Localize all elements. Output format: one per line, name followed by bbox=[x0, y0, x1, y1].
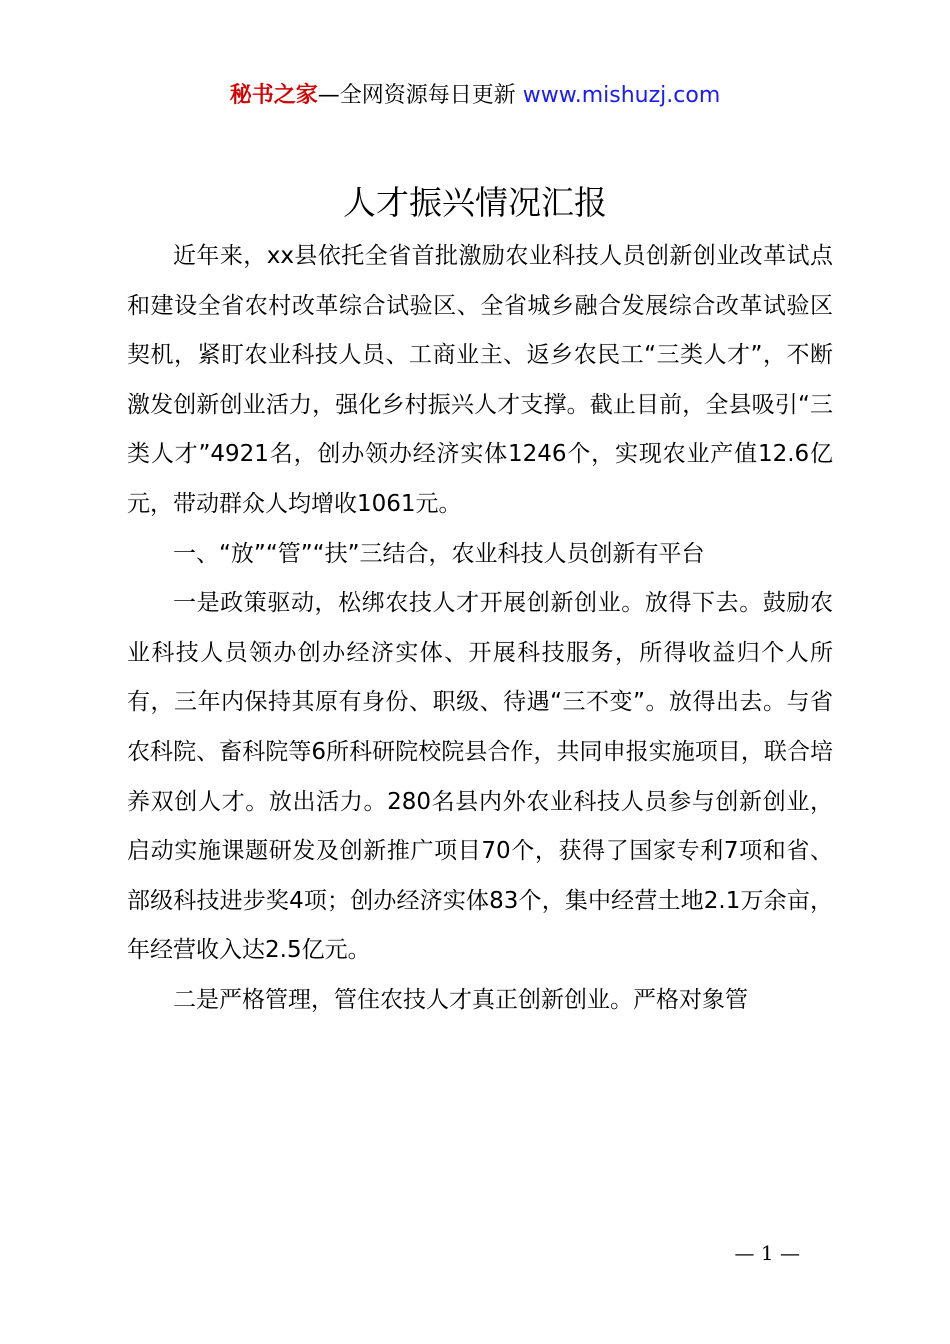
brand-name: 秘书之家 bbox=[229, 83, 318, 108]
body-paragraph: 二是严格管理，管住农技人才真正创新创业。严格对象管 bbox=[173, 986, 748, 1013]
site-url-link[interactable]: www.mishuzj.com bbox=[522, 83, 721, 108]
header-tagline: —全网资源每日更新 bbox=[317, 83, 516, 108]
section-heading: 一、“放”“管”“扶”三结合，农业科技人员创新有平台 bbox=[173, 540, 705, 567]
page-number: — 1 — bbox=[734, 1241, 800, 1265]
body-paragraph: 一是政策驱动，松绑农技人才开展创新创业。放得下去。鼓励农业科技人员领办创办经济实体、开展科技服务，所得收益归个人所有，三年内保持其原有身份、职级、待遇“三不变”。放得出去。与省农科院、畜科院等6所科研院校院县合作，共同申报实施项目，联合培养双创人才。放出活力。280名县内外农业科技人员参与创新创业，启动实施课题研发及创新推广项目70个，获得了国家专利7项和省、部级科技进步奖4项；创办经济实体83个，集中经营土地2.1万余亩，年经营收入达2.5亿元。 bbox=[127, 590, 833, 964]
document-title: 人才振兴情况汇报 bbox=[343, 183, 607, 222]
intro-paragraph: 近年来，xx县依托全省首批激励农业科技人员创新创业改革试点和建设全省农村改革综合试验区、全省城乡融合发展综合改革试验区契机，紧盯农业科技人员、工商业主、返乡农民工“三类人才”，不断激发创新创业活力，强化乡村振兴人才支撑。截止目前，全县吸引“三类人才”4921名，创办领办经济实体1246个，实现农业产值12.6亿元，带动群众人均增收1061元。 bbox=[127, 243, 833, 517]
page-footer bbox=[0, 1238, 950, 1268]
site-header bbox=[0, 78, 950, 114]
document-body bbox=[127, 232, 833, 1026]
